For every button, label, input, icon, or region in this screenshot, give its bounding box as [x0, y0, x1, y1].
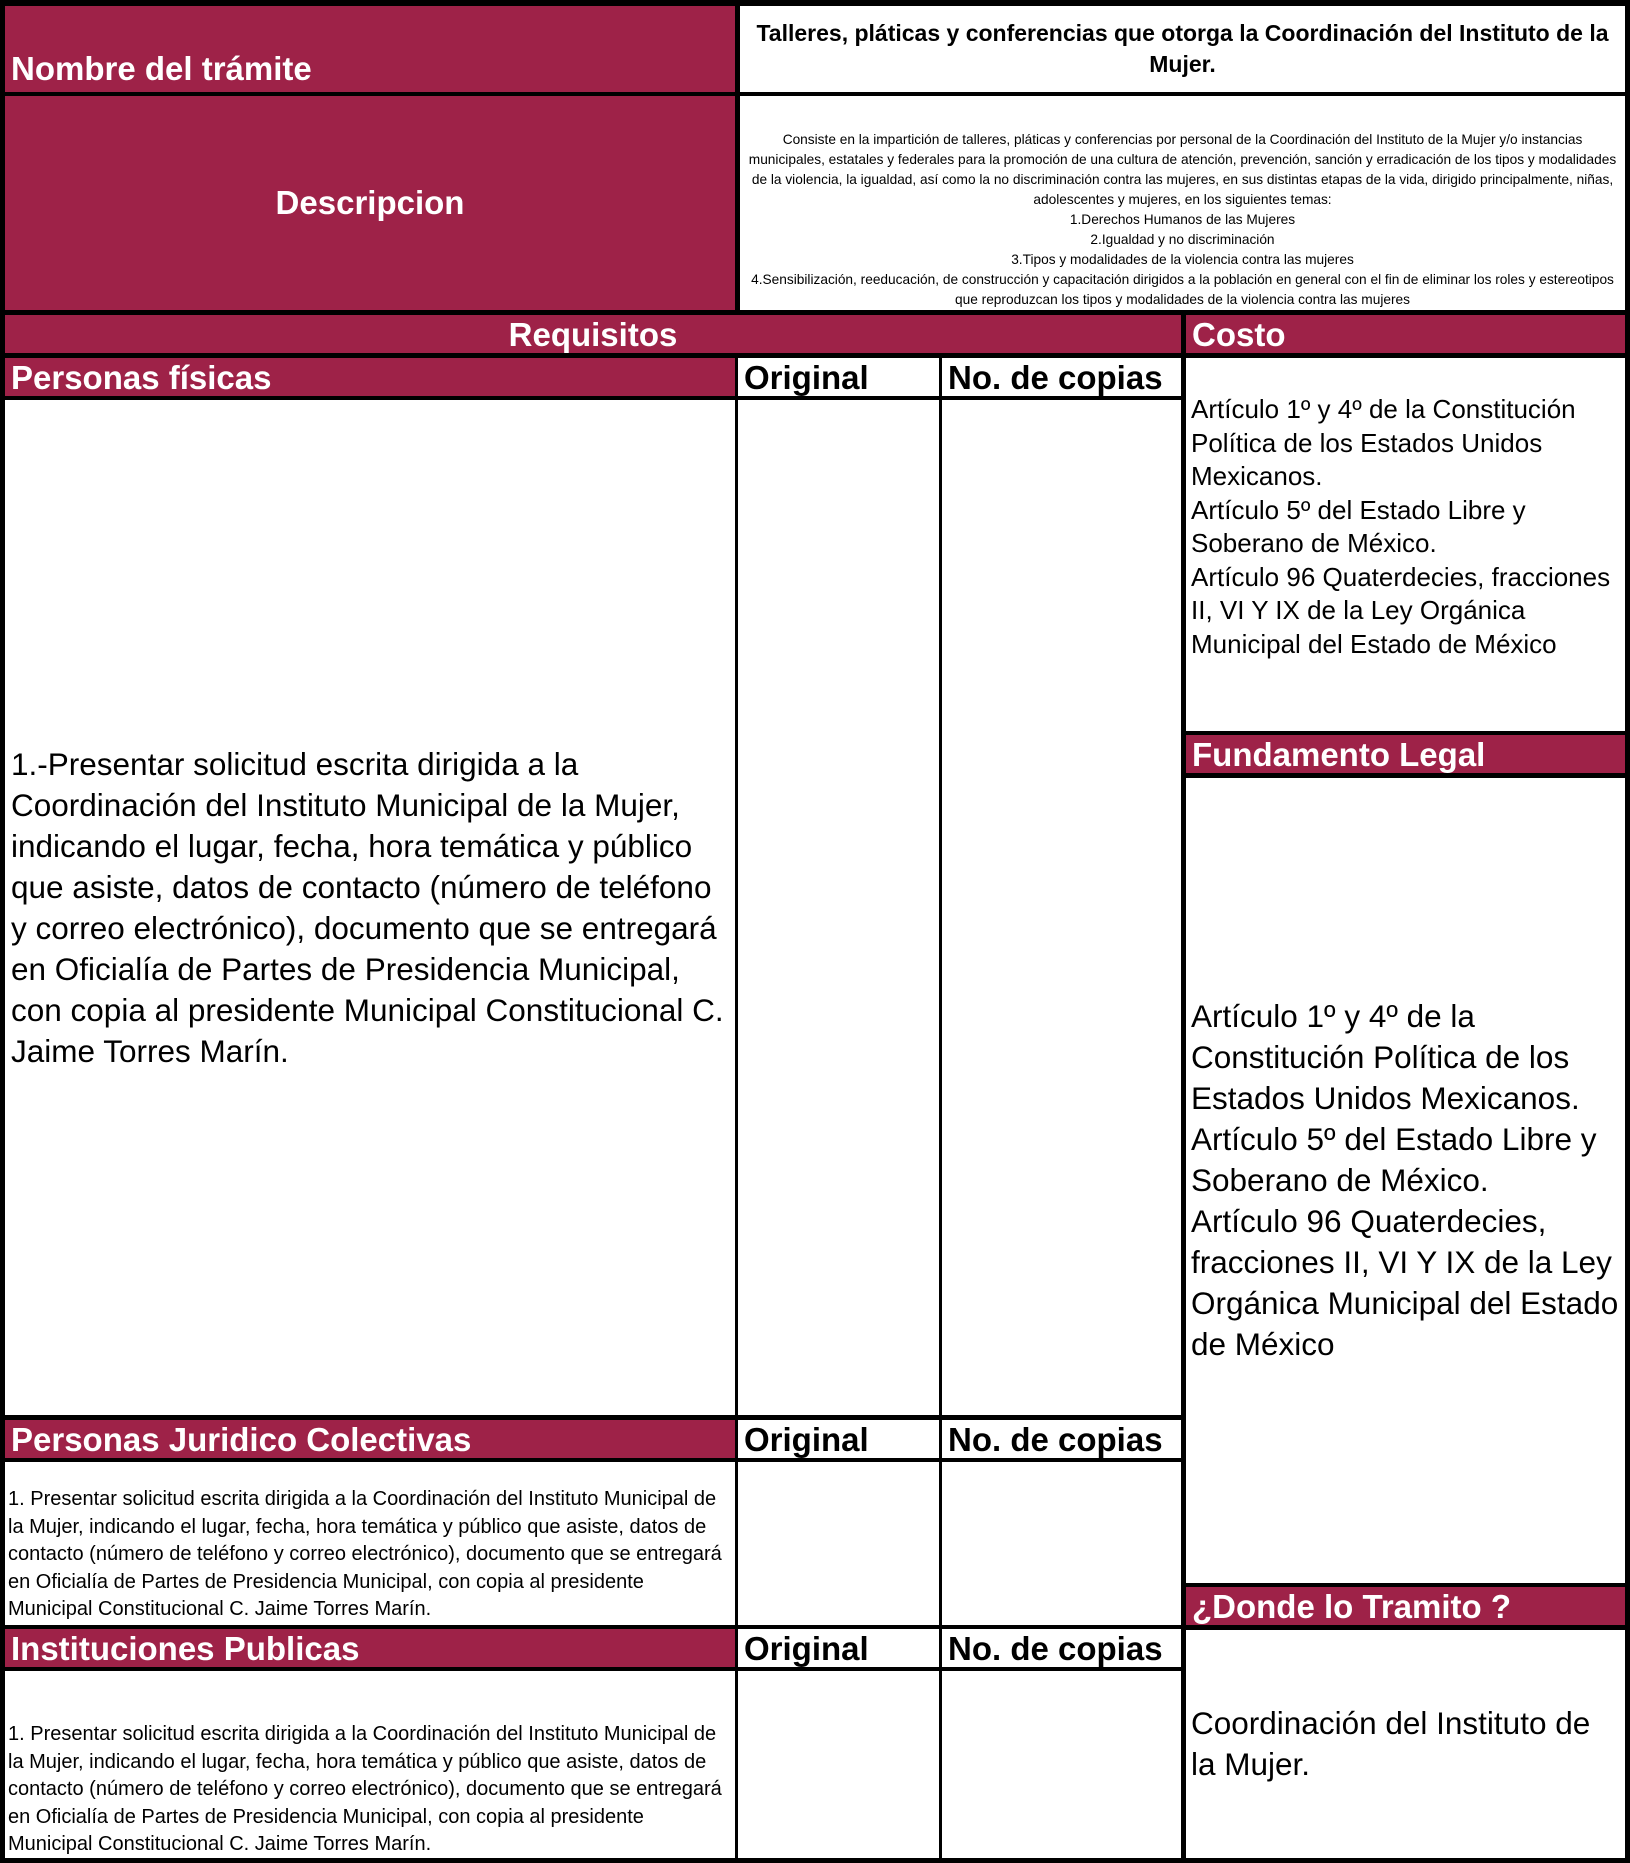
requisitos-header-text: Requisitos	[508, 315, 678, 353]
personas-fisicas-text-content: 1.-Presentar solicitud escrita dirigida a la Coordinación del Instituto Municipal de la Mujer, indicando el lugar, fecha, hora temática y público que asiste, datos de contacto (número de teléfono y correo electrónico), documento que se entregará en Oficialía de Partes de Presidencia Municipal, con copia al presidente Municipal Constitucional C. Jaime Torres Marín.	[11, 745, 724, 1069]
instituciones-copias-header	[942, 1629, 1181, 1667]
juridicas-copias-header	[942, 1420, 1181, 1458]
fisicas-original-header-text: Original	[744, 358, 869, 396]
fundamento-legal-text: Artículo 1º y 4º de la Constitución Política de los Estados Unidos Mexicanos. Artículo 5º del Estado Libre y Soberano de México. Artículo 96 Quaterdecies, fracciones II, VI Y IX de la Ley Orgánica Municipal del Estado de México	[1186, 778, 1625, 1583]
costo-text: Artículo 1º y 4º de la Constitución Política de los Estados Unidos Mexicanos. Artículo 5º del Estado Libre y Soberano de México. Artículo 96 Quaterdecies, fracciones II, VI Y IX de la Ley Orgánica Municipal del Estado de México	[1186, 358, 1625, 731]
fisicas-copias-cell	[942, 400, 1181, 1415]
nombre-tramite-label	[5, 6, 735, 92]
personas-fisicas-text	[5, 400, 735, 1415]
descripcion-value: Consiste en la impartición de talleres, pláticas y conferencias por personal de la Coordinación del Instituto de la Mujer y/o instancias municipales, estatales y federales para la promoción de una cultura de atención, prevención, sanción y erradicación de los tipos y modalidades de la violencia, la igualdad, así como la no discriminación contra las mujeres, en sus distintas etapas de la vida, dirigido principalmente, niñas, adolescentes y mujeres, en los siguientes temas: 1.Derechos Humanos de las Mujeres 2.Igualdad y no discriminación 3.Tipos y modalidades de la violencia contra las mujeres 4.Sensibilización, reeducación, de construcción y capacitación dirigidos a la población en general con el fin de eliminar los roles y estereotipos que reproduzcan los tipos y modalidades de la violencia contra las mujeres	[740, 96, 1625, 310]
costo-header-text: Costo	[1192, 315, 1286, 353]
fisicas-original-header	[738, 358, 939, 396]
donde-tramito-text-content: Coordinación del Instituto de la Mujer.	[1191, 1705, 1591, 1782]
juridicas-copias-cell	[942, 1462, 1181, 1625]
descripcion-label	[5, 96, 735, 310]
instituciones-publicas-text-content: 1. Presentar solicitud escrita dirigida a la Coordinación del Instituto Municipal de la Mujer, indicando el lugar, fecha, hora temática y público que asiste, datos de contacto (número de teléfono y correo electrónico), documento que se entregará en Oficialía de Partes de Presidencia Municipal, con copia al presidente Municipal Constitucional C. Jaime Torres Marín.	[8, 1723, 722, 1855]
instituciones-original-cell	[738, 1671, 939, 1858]
personas-juridicas-text	[5, 1462, 735, 1625]
fundamento-legal-header-text: Fundamento Legal	[1192, 735, 1486, 773]
donde-tramito-text	[1186, 1630, 1625, 1858]
donde-tramito-header-text: ¿Donde lo Tramito ?	[1192, 1587, 1511, 1625]
nombre-tramite-label-text: Nombre del trámite	[11, 50, 312, 87]
personas-juridicas-header-text: Personas Juridico Colectivas	[11, 1420, 472, 1458]
personas-juridicas-text-content: 1. Presentar solicitud escrita dirigida a la Coordinación del Instituto Municipal de la Mujer, indicando el lugar, fecha, hora temática y público que asiste, datos de contacto (número de teléfono y correo electrónico), documento que se entregará en Oficialía de Partes de Presidencia Municipal, con copia al presidente Municipal Constitucional C. Jaime Torres Marín.	[8, 1488, 722, 1620]
personas-fisicas-header-text: Personas físicas	[11, 358, 272, 396]
costo-header	[1186, 315, 1625, 353]
fisicas-copias-header-text: No. de copias	[948, 358, 1163, 396]
fundamento-legal-header	[1186, 735, 1625, 773]
instituciones-original-header-text: Original	[744, 1629, 869, 1667]
juridicas-original-header	[738, 1420, 939, 1458]
juridicas-copias-header-text: No. de copias	[948, 1420, 1163, 1458]
instituciones-publicas-header	[5, 1629, 735, 1667]
personas-fisicas-header	[5, 358, 735, 396]
donde-tramito-header	[1186, 1587, 1625, 1625]
nombre-tramite-value-text: Talleres, pláticas y conferencias que otorga la Coordinación del Instituto de la Mujer.	[756, 19, 1609, 77]
personas-juridicas-header	[5, 1420, 735, 1458]
instituciones-copias-cell	[942, 1671, 1181, 1858]
instituciones-publicas-header-text: Instituciones Publicas	[11, 1629, 360, 1667]
instituciones-copias-header-text: No. de copias	[948, 1629, 1163, 1667]
requisitos-header	[5, 315, 1181, 353]
nombre-tramite-value	[740, 6, 1625, 92]
descripcion-label-text: Descripcion	[275, 184, 465, 221]
juridicas-original-header-text: Original	[744, 1420, 869, 1458]
instituciones-publicas-text	[5, 1671, 735, 1858]
fisicas-original-cell	[738, 400, 939, 1415]
juridicas-original-cell	[738, 1462, 939, 1625]
instituciones-original-header	[738, 1629, 939, 1667]
fisicas-copias-header	[942, 358, 1181, 396]
